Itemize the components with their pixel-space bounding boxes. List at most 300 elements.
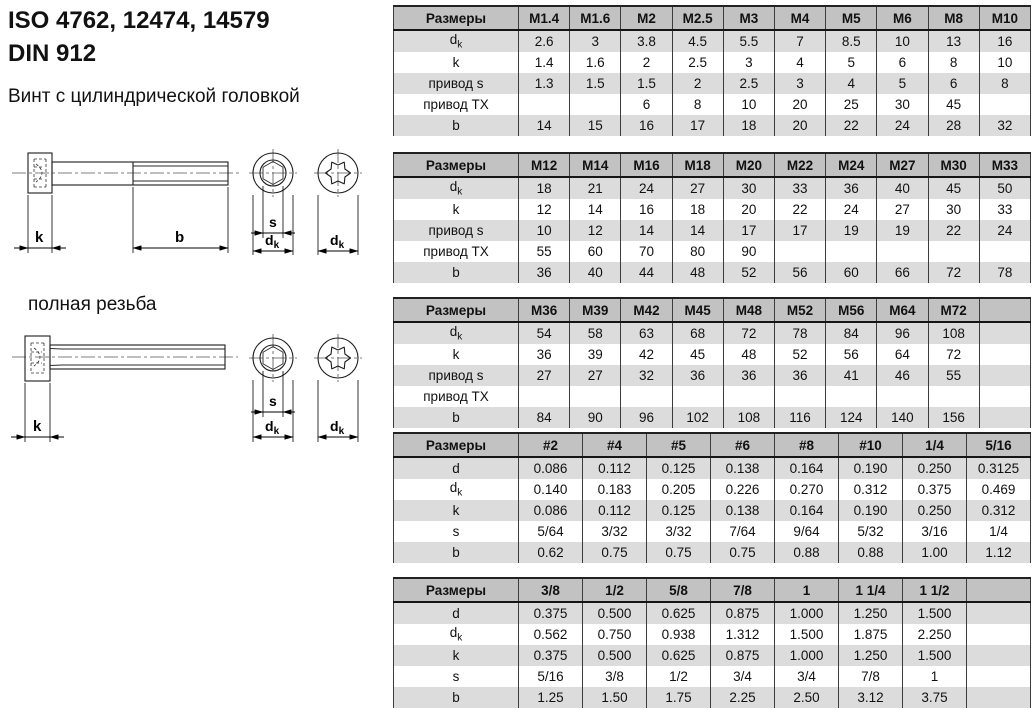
table-cell: 3 <box>774 73 825 94</box>
table-cell <box>979 241 1030 262</box>
table-cell: 68 <box>672 322 723 344</box>
size-column-header: M24 <box>826 153 877 177</box>
hex-socket-end-view <box>249 334 297 442</box>
table-cell <box>979 344 1030 365</box>
table-cell: 0.500 <box>583 602 647 624</box>
table-cell: 18 <box>723 115 774 136</box>
size-column-header: M1.4 <box>519 6 570 30</box>
table-cell: 27 <box>570 365 621 386</box>
table-cell: 48 <box>672 262 723 283</box>
size-column-header: M42 <box>621 298 672 322</box>
table-cell: 140 <box>877 407 928 428</box>
table-cell: 1 <box>903 666 967 687</box>
dim-label-b: b <box>175 229 185 246</box>
table-cell: 20 <box>723 199 774 220</box>
table-cell: 5 <box>826 52 877 73</box>
table-cell: 0.138 <box>711 457 775 479</box>
metric-table-large-sizes <box>393 297 1031 428</box>
size-column-header: #8 <box>775 433 839 457</box>
dim-label-k: k <box>35 229 44 246</box>
row-label: s <box>394 666 519 687</box>
row-label: b <box>394 687 519 708</box>
table-cell: 36 <box>826 177 877 199</box>
table-cell: 9/64 <box>775 521 839 542</box>
size-column-header: M45 <box>672 298 723 322</box>
table-cell: 72 <box>723 322 774 344</box>
dim-label-k: k <box>33 418 42 435</box>
table-cell: 2 <box>621 52 672 73</box>
row-label: $d_k$ <box>394 322 519 344</box>
table-cell <box>826 386 877 407</box>
table-cell <box>826 241 877 262</box>
dim-label-dk: $d_k$ <box>330 418 345 437</box>
table-row <box>394 666 1031 687</box>
table-cell: 0.75 <box>711 542 775 563</box>
table-cell <box>967 687 1031 708</box>
table-row <box>394 199 1031 220</box>
row-label: k <box>394 500 519 521</box>
table-cell: 0.312 <box>839 479 903 500</box>
table-cell: 0.875 <box>711 645 775 666</box>
table-cell <box>979 94 1030 115</box>
table-cell: 78 <box>979 262 1030 283</box>
table-cell <box>570 386 621 407</box>
table-cell: 72 <box>928 262 979 283</box>
table-cell: 116 <box>774 407 825 428</box>
table-cell: 0.250 <box>903 457 967 479</box>
table-cell: 36 <box>672 365 723 386</box>
dim-label-dk: $d_k$ <box>265 418 280 437</box>
table-cell: 1.000 <box>775 645 839 666</box>
table-cell: 80 <box>672 241 723 262</box>
table-cell: 8 <box>979 73 1030 94</box>
table-cell: 3.8 <box>621 30 672 52</box>
table-cell: 56 <box>826 344 877 365</box>
dimension-b <box>133 187 228 253</box>
size-column-header: M22 <box>774 153 825 177</box>
table-cell: 108 <box>928 322 979 344</box>
torx-end-view <box>314 334 362 442</box>
table-cell: 4.5 <box>672 30 723 52</box>
table-cell: 58 <box>570 322 621 344</box>
row-label-header: Размеры <box>394 153 519 177</box>
row-label-header: Размеры <box>394 433 519 457</box>
table-cell: 3/4 <box>711 666 775 687</box>
row-label: привод s <box>394 365 519 386</box>
dimension-dk <box>253 380 293 442</box>
size-column-header: 1/2 <box>583 578 647 602</box>
table-cell: 18 <box>672 199 723 220</box>
table-cell: 28 <box>928 115 979 136</box>
table-cell: 8 <box>928 52 979 73</box>
size-column-header: M20 <box>723 153 774 177</box>
row-label: привод s <box>394 73 519 94</box>
imperial-table-small-sizes <box>393 432 1031 563</box>
size-column-header: M14 <box>570 153 621 177</box>
table-cell: 1/4 <box>967 521 1031 542</box>
table-cell: 3/8 <box>583 666 647 687</box>
table-cell: 0.375 <box>519 645 583 666</box>
table-cell <box>967 624 1031 645</box>
table-cell: 0.164 <box>775 500 839 521</box>
table-cell: 52 <box>774 344 825 365</box>
table-row <box>394 322 1031 344</box>
table-row <box>394 645 1031 666</box>
table-cell: 0.75 <box>583 542 647 563</box>
table-row <box>394 52 1031 73</box>
table-cell: 1.25 <box>519 687 583 708</box>
table-cell: 14 <box>519 115 570 136</box>
row-label: $d_k$ <box>394 479 519 500</box>
table-cell: 52 <box>723 262 774 283</box>
size-column-header: #10 <box>839 433 903 457</box>
table-cell: 22 <box>928 220 979 241</box>
table-cell: 72 <box>928 344 979 365</box>
table-header-row <box>394 433 1031 457</box>
table-cell: 3 <box>723 52 774 73</box>
size-column-header: M33 <box>979 153 1030 177</box>
table-cell: 0.190 <box>839 500 903 521</box>
size-column-header: #6 <box>711 433 775 457</box>
row-label: k <box>394 344 519 365</box>
table-cell: 3/32 <box>583 521 647 542</box>
table-cell: 64 <box>877 344 928 365</box>
table-cell: 7/64 <box>711 521 775 542</box>
table-cell: 0.625 <box>647 645 711 666</box>
table-cell <box>570 94 621 115</box>
row-label: b <box>394 407 519 428</box>
full-thread-label: полная резьба <box>28 294 157 315</box>
table-cell: 41 <box>826 365 877 386</box>
table-cell: 3.12 <box>839 687 903 708</box>
table-cell: 2.5 <box>723 73 774 94</box>
table-cell: 3/32 <box>647 521 711 542</box>
table-cell: 10 <box>979 52 1030 73</box>
table-row <box>394 457 1031 479</box>
row-label: s <box>394 521 519 542</box>
table-cell: 96 <box>877 322 928 344</box>
size-column-header: M5 <box>826 6 877 30</box>
table-cell: 1.5 <box>621 73 672 94</box>
size-column-header: 5/8 <box>647 578 711 602</box>
table-cell: 70 <box>621 241 672 262</box>
table-row <box>394 500 1031 521</box>
table-cell: 2.50 <box>775 687 839 708</box>
table-cell: 18 <box>519 177 570 199</box>
table-cell: 2.6 <box>519 30 570 52</box>
table-cell: 15 <box>570 115 621 136</box>
size-column-header: M27 <box>877 153 928 177</box>
table-cell: 54 <box>519 322 570 344</box>
table-row <box>394 521 1031 542</box>
size-column-header: M4 <box>774 6 825 30</box>
product-name: Винт с цилиндрической головкой <box>8 86 300 107</box>
dimension-k <box>11 383 64 442</box>
table-cell: 22 <box>774 199 825 220</box>
table-cell: 0.625 <box>647 602 711 624</box>
table-cell: 0.205 <box>647 479 711 500</box>
table-cell: 1.312 <box>711 624 775 645</box>
table-row <box>394 386 1031 407</box>
table-cell: 1.00 <box>903 542 967 563</box>
row-label: d <box>394 602 519 624</box>
table-cell: 1.500 <box>903 645 967 666</box>
size-column-header: M10 <box>979 6 1030 30</box>
table-cell: 55 <box>928 365 979 386</box>
table-cell: 36 <box>519 344 570 365</box>
dimension-k <box>14 195 66 253</box>
table-cell: 21 <box>570 177 621 199</box>
size-column-header: M16 <box>621 153 672 177</box>
table-cell: 56 <box>774 262 825 283</box>
table-cell: 5.5 <box>723 30 774 52</box>
table-cell: 90 <box>723 241 774 262</box>
table-cell <box>621 386 672 407</box>
table-cell: 0.164 <box>775 457 839 479</box>
table-cell: 42 <box>621 344 672 365</box>
table-cell: 60 <box>570 241 621 262</box>
table-cell: 36 <box>723 365 774 386</box>
table-cell: 10 <box>723 94 774 115</box>
table-cell: 39 <box>570 344 621 365</box>
table-cell: 1.12 <box>967 542 1031 563</box>
table-cell: 1.50 <box>583 687 647 708</box>
table-cell <box>979 386 1030 407</box>
table-cell: 6 <box>928 73 979 94</box>
standard-iso: ISO 4762, 12474, 14579 <box>8 7 270 34</box>
hidden-socket-lines <box>31 343 44 373</box>
size-column-header: M2.5 <box>672 6 723 30</box>
table-cell: 14 <box>621 220 672 241</box>
table-cell <box>877 386 928 407</box>
table-row <box>394 262 1031 283</box>
table-cell: 0.138 <box>711 500 775 521</box>
table-cell: 2.250 <box>903 624 967 645</box>
table-cell: 7/8 <box>839 666 903 687</box>
table-cell: 3 <box>570 30 621 52</box>
table-cell: 36 <box>519 262 570 283</box>
table-cell: 32 <box>979 115 1030 136</box>
table-cell: 24 <box>621 177 672 199</box>
table-cell: 0.112 <box>583 500 647 521</box>
table-cell: 0.3125 <box>967 457 1031 479</box>
table-cell: 45 <box>672 344 723 365</box>
table-cell: 0.183 <box>583 479 647 500</box>
metric-table-medium-sizes <box>393 152 1031 283</box>
row-label-header: Размеры <box>394 6 519 30</box>
size-column-header: M1.6 <box>570 6 621 30</box>
table-cell: 45 <box>928 177 979 199</box>
table-cell: 1/2 <box>647 666 711 687</box>
table-cell: 5/16 <box>519 666 583 687</box>
table-cell: 5/32 <box>839 521 903 542</box>
table-cell: 5/64 <box>519 521 583 542</box>
table-cell <box>967 602 1031 624</box>
table-cell <box>979 322 1030 344</box>
table-cell <box>877 241 928 262</box>
table-row <box>394 479 1031 500</box>
row-label: привод TX <box>394 386 519 407</box>
table-cell: 5 <box>877 73 928 94</box>
table-cell: 1.75 <box>647 687 711 708</box>
table-cell <box>774 241 825 262</box>
table-cell: 40 <box>877 177 928 199</box>
table-cell: 0.250 <box>903 500 967 521</box>
table-cell: 0.938 <box>647 624 711 645</box>
dim-label-s: s <box>269 214 277 230</box>
table-cell: 0.312 <box>967 500 1031 521</box>
table-cell: 16 <box>979 30 1030 52</box>
size-column-header: 1 1/4 <box>839 578 903 602</box>
table-cell: 6 <box>877 52 928 73</box>
table-row <box>394 30 1031 52</box>
table-cell: 0.140 <box>519 479 583 500</box>
size-column-header: #4 <box>583 433 647 457</box>
dim-label-dk: $d_k$ <box>265 232 280 251</box>
table-row <box>394 542 1031 563</box>
table-cell: 66 <box>877 262 928 283</box>
size-column-header: M36 <box>519 298 570 322</box>
table-cell: 33 <box>979 199 1030 220</box>
size-column-header: M2 <box>621 6 672 30</box>
row-label-header: Размеры <box>394 298 519 322</box>
size-column-header: 5/16 <box>967 433 1031 457</box>
table-cell: 27 <box>519 365 570 386</box>
table-header-row <box>394 153 1031 177</box>
size-column-header: #5 <box>647 433 711 457</box>
table-cell: 4 <box>774 52 825 73</box>
table-cell <box>672 386 723 407</box>
table-cell: 1.6 <box>570 52 621 73</box>
dim-label-dk: $d_k$ <box>330 232 345 251</box>
table-cell: 6 <box>621 94 672 115</box>
size-column-header: M52 <box>774 298 825 322</box>
dim-label-s: s <box>269 393 277 409</box>
row-label: d <box>394 457 519 479</box>
table-cell: 16 <box>621 199 672 220</box>
table-cell <box>928 241 979 262</box>
size-column-header: M12 <box>519 153 570 177</box>
table-cell: 30 <box>928 199 979 220</box>
table-cell <box>928 386 979 407</box>
size-column-header <box>979 298 1030 322</box>
table-cell: 0.62 <box>519 542 583 563</box>
row-label: b <box>394 115 519 136</box>
table-cell: 27 <box>672 177 723 199</box>
table-cell: 30 <box>723 177 774 199</box>
size-column-header: M72 <box>928 298 979 322</box>
table-cell: 0.190 <box>839 457 903 479</box>
table-cell: 63 <box>621 322 672 344</box>
table-cell: 10 <box>877 30 928 52</box>
table-cell: 3/4 <box>775 666 839 687</box>
size-column-header: 3/8 <box>519 578 583 602</box>
table-row <box>394 365 1031 386</box>
table-cell: 102 <box>672 407 723 428</box>
table-cell: 0.75 <box>647 542 711 563</box>
table-cell: 19 <box>826 220 877 241</box>
table-cell: 96 <box>621 407 672 428</box>
row-label: b <box>394 542 519 563</box>
table-cell <box>967 645 1031 666</box>
size-column-header: 1/4 <box>903 433 967 457</box>
table-cell: 24 <box>877 115 928 136</box>
table-cell: 0.125 <box>647 457 711 479</box>
table-cell: 1.500 <box>903 602 967 624</box>
table-cell: 0.086 <box>519 500 583 521</box>
table-cell: 84 <box>826 322 877 344</box>
metric-table-small-sizes <box>393 5 1031 136</box>
table-cell: 0.375 <box>903 479 967 500</box>
table-cell: 0.469 <box>967 479 1031 500</box>
size-column-header: M39 <box>570 298 621 322</box>
table-cell: 0.88 <box>775 542 839 563</box>
table-cell: 1.000 <box>775 602 839 624</box>
table-cell: 7 <box>774 30 825 52</box>
table-cell: 1.3 <box>519 73 570 94</box>
table-row <box>394 407 1031 428</box>
table-cell: 14 <box>672 220 723 241</box>
row-label: $d_k$ <box>394 177 519 199</box>
size-column-header: M18 <box>672 153 723 177</box>
table-cell: 0.750 <box>583 624 647 645</box>
table-cell: 50 <box>979 177 1030 199</box>
table-cell: 19 <box>877 220 928 241</box>
table-cell: 40 <box>570 262 621 283</box>
table-cell <box>774 386 825 407</box>
table-row <box>394 241 1031 262</box>
table-cell: 13 <box>928 30 979 52</box>
size-column-header: M56 <box>826 298 877 322</box>
size-column-header: M48 <box>723 298 774 322</box>
table-row <box>394 94 1031 115</box>
table-header-row <box>394 6 1031 30</box>
table-cell: 10 <box>519 220 570 241</box>
row-label-header: Размеры <box>394 578 519 602</box>
screw-drawing-partial-thread <box>8 143 380 258</box>
table-cell: 17 <box>672 115 723 136</box>
row-label: $d_k$ <box>394 624 519 645</box>
table-cell: 17 <box>774 220 825 241</box>
table-cell: 0.226 <box>711 479 775 500</box>
table-cell: 25 <box>826 94 877 115</box>
table-cell: 90 <box>570 407 621 428</box>
table-cell: 36 <box>774 365 825 386</box>
table-cell: 12 <box>570 220 621 241</box>
table-cell: 0.112 <box>583 457 647 479</box>
table-cell: 20 <box>774 94 825 115</box>
row-label: $d_k$ <box>394 30 519 52</box>
torx-end-view <box>314 149 362 255</box>
table-cell: 156 <box>928 407 979 428</box>
table-cell: 46 <box>877 365 928 386</box>
table-cell: 33 <box>774 177 825 199</box>
size-column-header: M8 <box>928 6 979 30</box>
table-cell: 20 <box>774 115 825 136</box>
row-label: привод TX <box>394 94 519 115</box>
table-row <box>394 177 1031 199</box>
table-cell: 2 <box>672 73 723 94</box>
table-cell: 12 <box>519 199 570 220</box>
table-cell: 32 <box>621 365 672 386</box>
table-cell <box>723 386 774 407</box>
size-column-header: 1 1/2 <box>903 578 967 602</box>
table-row <box>394 344 1031 365</box>
size-column-header: M64 <box>877 298 928 322</box>
table-cell: 17 <box>723 220 774 241</box>
table-cell: 30 <box>877 94 928 115</box>
table-cell: 44 <box>621 262 672 283</box>
